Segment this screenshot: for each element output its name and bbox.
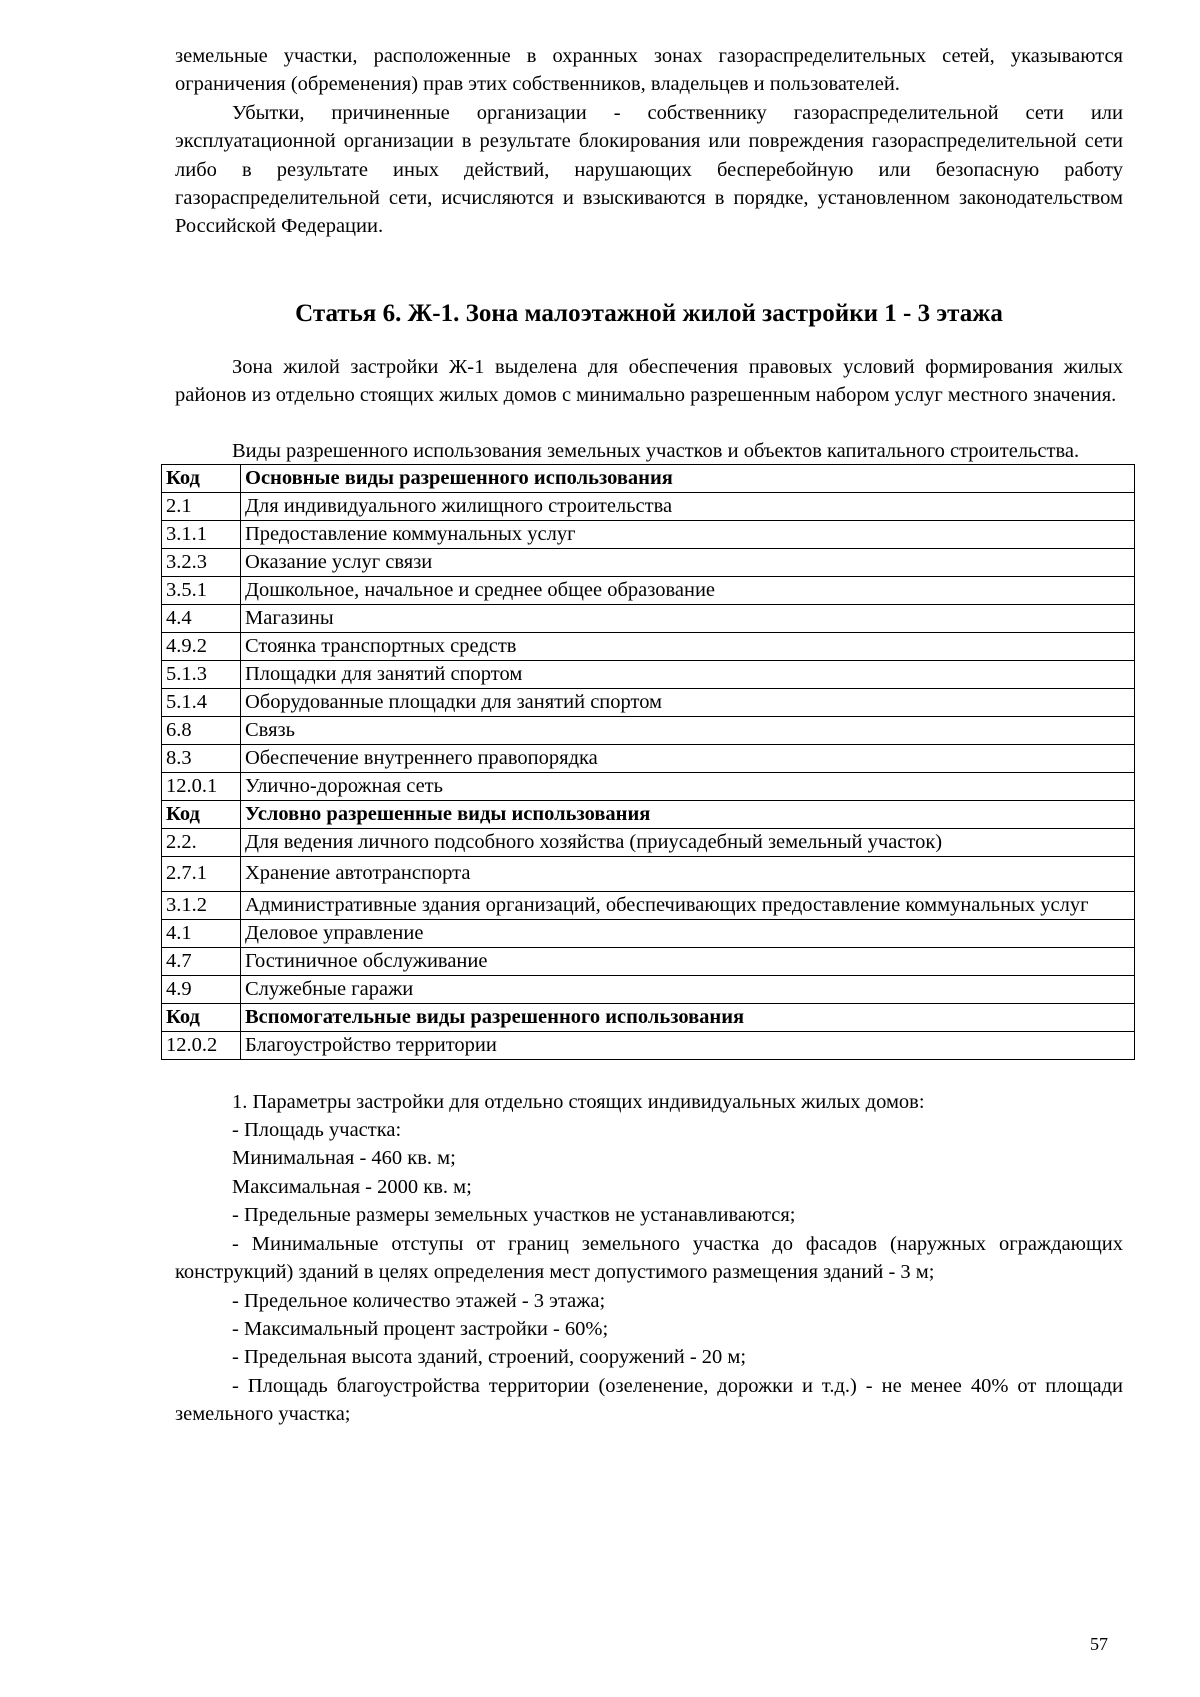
table-section-header: [162, 800, 1135, 828]
table-row: [162, 947, 1135, 975]
list-item: - Предельная высота зданий, строений, сооружений - 20 м;: [232, 1346, 747, 1369]
use-type-cell: Предоставление коммунальных услуг: [241, 520, 1135, 548]
list-item: 1. Параметры застройки для отдельно стоящих индивидуальных жилых домов:: [232, 1090, 925, 1113]
list-item: - Площадь участка:: [232, 1119, 402, 1142]
table-row: [162, 604, 1135, 632]
use-type-cell: Административные здания организаций, обеспечивающих предоставление коммунальных услуг: [241, 891, 1135, 919]
code-header: Код: [162, 800, 241, 828]
table-row: [162, 856, 1135, 891]
code-cell: 2.1: [162, 492, 241, 520]
use-type-cell: Благоустройство территории: [241, 1031, 1135, 1059]
table-row: [162, 975, 1135, 1003]
code-cell: 5.1.3: [162, 660, 241, 688]
table-row: [162, 548, 1135, 576]
table-row: [162, 772, 1135, 800]
table-row: [162, 1031, 1135, 1059]
use-type-cell: Площадки для занятий спортом: [241, 660, 1135, 688]
table-row: [162, 576, 1135, 604]
paragraph: Зона жилой застройки Ж-1 выделена для обеспечения правовых условий формирования жилых районов из отдельно стоящих жилых домов с минимально разрешенным набором услуг местного значения.: [175, 355, 1123, 407]
code-cell: 5.1.4: [162, 688, 241, 716]
code-cell: 4.9.2: [162, 632, 241, 660]
code-cell: 2.2.: [162, 828, 241, 856]
document-page: [166, 42, 1123, 1429]
table-row: [162, 632, 1135, 660]
code-cell: 12.0.1: [162, 772, 241, 800]
list-item: - Минимальные отступы от границ земельного участка до фасадов (наружных ограждающих конструкций) зданий в целях определения мест допустимого размещения зданий - 3 м;: [175, 1232, 1123, 1284]
section-title: Основные виды разрешенного использования: [241, 464, 1135, 492]
use-type-cell: Служебные гаражи: [241, 975, 1135, 1003]
code-cell: 4.1: [162, 919, 241, 947]
use-type-cell: Оказание услуг связи: [241, 548, 1135, 576]
table-row: [162, 660, 1135, 688]
code-cell: 3.1.1: [162, 520, 241, 548]
list-item: - Предельное количество этажей - 3 этажа;: [232, 1289, 606, 1312]
use-type-cell: Обеспечение внутреннего правопорядка: [241, 744, 1135, 772]
table-row: [162, 520, 1135, 548]
table-caption: Виды разрешенного использования земельных участков и объектов капитального строительства.: [232, 439, 1080, 462]
use-type-cell: Хранение автотранспорта: [241, 856, 1135, 891]
table-row: [162, 891, 1135, 919]
use-type-cell: Оборудованные площадки для занятий спортом: [241, 688, 1135, 716]
code-header: Код: [162, 1003, 241, 1031]
use-type-cell: Стоянка транспортных средств: [241, 632, 1135, 660]
code-header: Код: [162, 464, 241, 492]
list-item: - Максимальный процент застройки - 60%;: [232, 1317, 609, 1340]
article-heading: Статья 6. Ж-1. Зона малоэтажной жилой застройки 1 - 3 этажа: [295, 299, 1003, 327]
paragraph: земельные участки, расположенные в охранных зонах газораспределительных сетей, указываются ограничения (обременения) прав этих собственников, владельцев и пользователей.: [175, 45, 1123, 96]
page-number: 57: [1090, 1634, 1108, 1654]
table-row: [162, 919, 1135, 947]
table-row: [162, 688, 1135, 716]
code-cell: 4.4: [162, 604, 241, 632]
list-item: - Площадь благоустройства территории (озеленение, дорожки и т.д.) - не менее 40% от площади земельного участка;: [175, 1374, 1123, 1426]
code-cell: 2.7.1: [162, 856, 241, 891]
table-row: [162, 744, 1135, 772]
paragraph: Убытки, причиненные организации - собственнику газораспределительной сети или эксплуатационной организации в результате блокирования или повреждения газораспределительной сети либо в результате иных действий, нарушающих бесперебойную или безопасную работу газораспределительной сети, исчисляются и взыскиваются в порядке, установленном законодательством Российской Федерации.: [175, 101, 1123, 238]
use-type-cell: Дошкольное, начальное и среднее общее образование: [241, 576, 1135, 604]
list-item: Максимальная - 2000 кв. м;: [232, 1175, 472, 1198]
code-cell: 4.7: [162, 947, 241, 975]
code-cell: 8.3: [162, 744, 241, 772]
code-cell: 3.1.2: [162, 891, 241, 919]
permitted-use-table: [161, 464, 1135, 1060]
table-row: [162, 492, 1135, 520]
code-cell: 3.2.3: [162, 548, 241, 576]
use-type-cell: Деловое управление: [241, 919, 1135, 947]
list-item: - Предельные размеры земельных участков не устанавливаются;: [232, 1204, 796, 1227]
code-cell: 12.0.2: [162, 1031, 241, 1059]
table-row: [162, 716, 1135, 744]
use-type-cell: Гостиничное обслуживание: [241, 947, 1135, 975]
use-type-cell: Улично-дорожная сеть: [241, 772, 1135, 800]
parameters-list: [175, 1088, 1123, 1429]
section-title: Вспомогательные виды разрешенного использования: [241, 1003, 1135, 1031]
use-type-cell: Для индивидуального жилищного строительства: [241, 492, 1135, 520]
use-type-cell: Для ведения личного подсобного хозяйства (приусадебный земельный участок): [241, 828, 1135, 856]
list-item: Минимальная - 460 кв. м;: [232, 1147, 456, 1170]
code-cell: 3.5.1: [162, 576, 241, 604]
use-type-cell: Связь: [241, 716, 1135, 744]
table-row: [162, 828, 1135, 856]
code-cell: 6.8: [162, 716, 241, 744]
use-type-cell: Магазины: [241, 604, 1135, 632]
table-section-header: [162, 1003, 1135, 1031]
code-cell: 4.9: [162, 975, 241, 1003]
section-title: Условно разрешенные виды использования: [241, 800, 1135, 828]
table-section-header: [162, 464, 1135, 492]
